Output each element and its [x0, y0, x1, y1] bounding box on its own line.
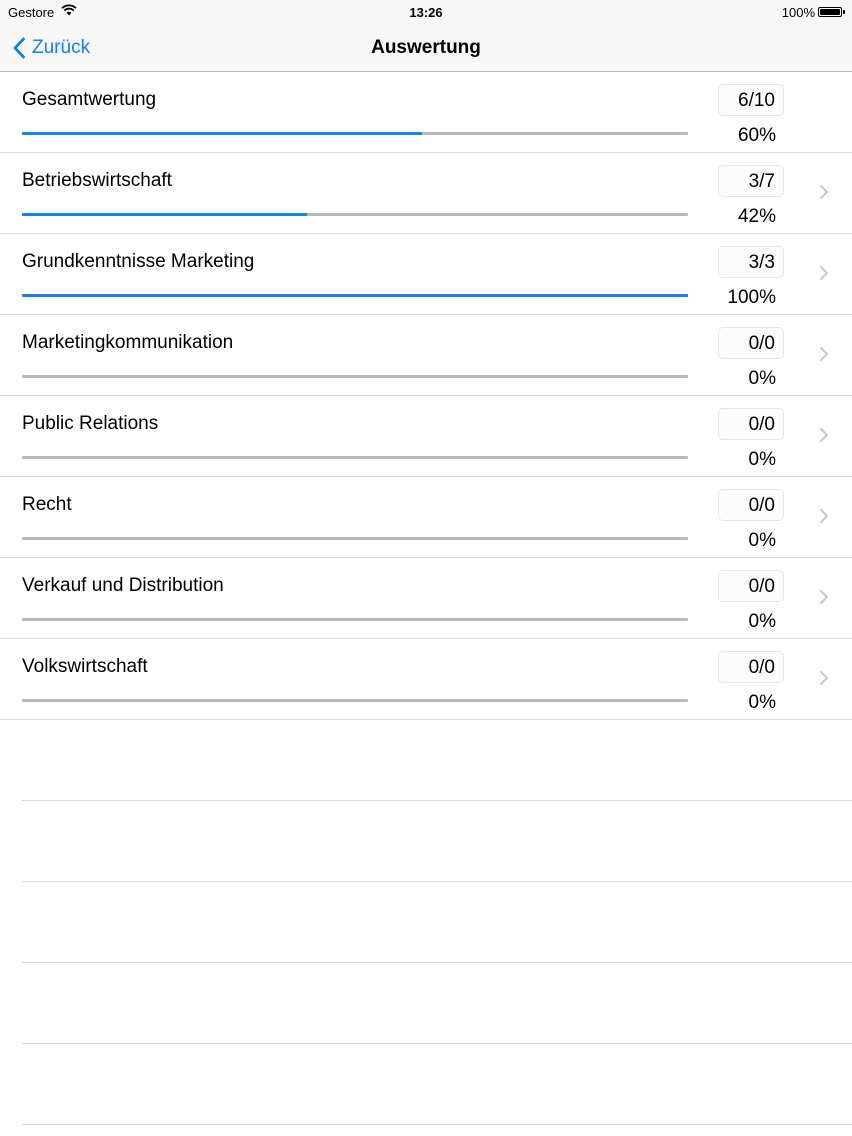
progress-bar — [22, 699, 688, 702]
result-row-2[interactable] — [0, 153, 852, 234]
chevron-right-icon — [819, 427, 829, 443]
percent-label: 0% — [748, 692, 776, 713]
progress-bar — [22, 456, 688, 459]
progress-fill — [22, 294, 688, 297]
percent-label: 60% — [737, 125, 776, 146]
category-title: Betriebswirtschaft — [22, 170, 172, 191]
progress-fill — [22, 213, 307, 216]
chevron-right-icon — [819, 670, 829, 686]
category-title: Recht — [22, 494, 72, 515]
back-label: Zurück — [32, 37, 91, 58]
page-title: Auswertung — [371, 37, 481, 58]
status-bar — [0, 0, 852, 24]
status-time: 13:26 — [409, 5, 443, 20]
chevron-right-icon — [819, 508, 829, 524]
percent-label: 0% — [748, 611, 776, 632]
score-field: 0/0 — [718, 570, 784, 602]
empty-row — [22, 801, 852, 882]
empty-row — [22, 963, 852, 1044]
progress-bar — [22, 618, 688, 621]
progress-bar — [22, 375, 688, 378]
score-field: 0/0 — [718, 651, 784, 683]
category-title: Gesamtwertung — [22, 89, 157, 110]
score-field: 6/10 — [718, 84, 784, 116]
result-row-3[interactable] — [0, 234, 852, 315]
carrier-label: Gestore — [8, 5, 55, 20]
result-row-4[interactable] — [0, 315, 852, 396]
progress-bar — [22, 213, 688, 216]
battery-percent: 100% — [781, 5, 815, 20]
empty-row — [22, 1044, 852, 1125]
percent-label: 100% — [727, 287, 776, 308]
score-field: 3/3 — [718, 246, 784, 278]
chevron-right-icon — [819, 346, 829, 362]
score-field: 0/0 — [718, 489, 784, 521]
progress-bar — [22, 294, 688, 297]
empty-row — [22, 882, 852, 963]
result-row-6[interactable] — [0, 477, 852, 558]
result-row-7[interactable] — [0, 558, 852, 639]
percent-label: 0% — [748, 368, 776, 389]
score-field: 3/7 — [718, 165, 784, 197]
chevron-right-icon — [819, 265, 829, 281]
result-row-8[interactable] — [0, 639, 852, 720]
category-title: Volkswirtschaft — [22, 656, 148, 677]
category-title: Grundkenntnisse Marketing — [22, 251, 255, 272]
results-list — [0, 72, 852, 1125]
chevron-right-icon — [819, 184, 829, 200]
progress-fill — [22, 132, 422, 135]
score-field: 0/0 — [718, 327, 784, 359]
empty-row — [22, 720, 852, 801]
category-title: Marketingkommunikation — [22, 332, 234, 353]
battery-icon — [818, 7, 846, 18]
category-title: Verkauf und Distribution — [22, 575, 224, 596]
percent-label: 42% — [737, 206, 776, 227]
progress-bar — [22, 132, 688, 135]
percent-label: 0% — [748, 530, 776, 551]
result-row-5[interactable] — [0, 396, 852, 477]
result-row-1[interactable] — [0, 72, 852, 153]
percent-label: 0% — [748, 449, 776, 470]
progress-bar — [22, 537, 688, 540]
score-field: 0/0 — [718, 408, 784, 440]
category-title: Public Relations — [22, 413, 159, 434]
navigation-bar — [0, 24, 852, 72]
chevron-right-icon — [819, 589, 829, 605]
